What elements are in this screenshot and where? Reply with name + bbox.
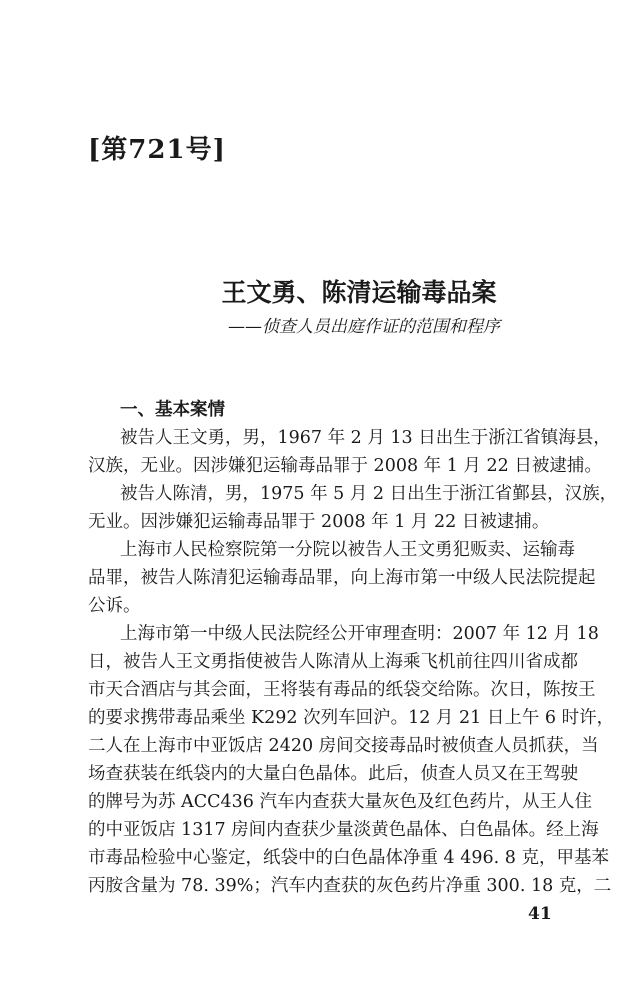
text-line: 的中亚饭店 1317 房间内查获少量淡黄色晶体、白色晶体。经上海 [88, 820, 599, 840]
text-line: 品罪，被告人陈清犯运输毒品罪，向上海市第一中级人民法院提起 [88, 568, 596, 588]
section-heading: 一、基本案情 [120, 400, 225, 420]
document-title: 王文勇、陈清运输毒品案 [221, 278, 497, 307]
text-line: 的要求携带毒品乘坐 K292 次列车回沪。12 月 21 日上午 6 时许， [88, 708, 615, 728]
text-line: 市天合酒店与其会面，王将装有毒品的纸袋交给陈。次日，陈按王 [88, 680, 596, 700]
text-line: 上海市第一中级人民法院经公开审理查明：2007 年 12 月 18 [120, 624, 599, 644]
text-line: 上海市人民检察院第一分院以被告人王文勇犯贩卖、运输毒 [120, 540, 575, 560]
document-subtitle: ——侦查人员出庭作证的范围和程序 [228, 317, 500, 337]
text-line: 的牌号为苏 ACC436 汽车内查获大量灰色及红色药片，从王人住 [88, 792, 592, 812]
text-line: 被告人陈清，男，1975 年 5 月 2 日出生于浙江省鄞县，汉族， [120, 484, 618, 504]
text-line: 场查获装在纸袋内的大量白色晶体。此后，侦查人员又在王驾驶 [88, 764, 578, 784]
text-line: 公诉。 [88, 596, 141, 616]
case-number: [第721号] [88, 135, 226, 165]
text-line: 二人在上海市中亚饭店 2420 房间交接毒品时被侦查人员抓获，当 [88, 736, 599, 756]
text-line: 汉族，无业。因涉嫌犯运输毒品罪于 2008 年 1 月 22 日被逮捕。 [88, 456, 602, 476]
text-line: 丙胺含量为 78. 39%；汽车内查获的灰色药片净重 300. 18 克，二 [88, 876, 612, 896]
text-line: 无业。因涉嫌犯运输毒品罪于 2008 年 1 月 22 日被逮捕。 [88, 512, 550, 532]
body-text [88, 396, 618, 900]
text-line: 被告人王文勇，男，1967 年 2 月 13 日出生于浙江省镇海县， [120, 428, 611, 448]
text-line: 日，被告人王文勇指使被告人陈清从上海乘飞机前往四川省成都 [88, 652, 578, 672]
text-line: 市毒品检验中心鉴定，纸袋中的白色晶体净重 4 496. 8 克，甲基苯 [88, 848, 609, 868]
page-number: 41 [528, 904, 552, 924]
